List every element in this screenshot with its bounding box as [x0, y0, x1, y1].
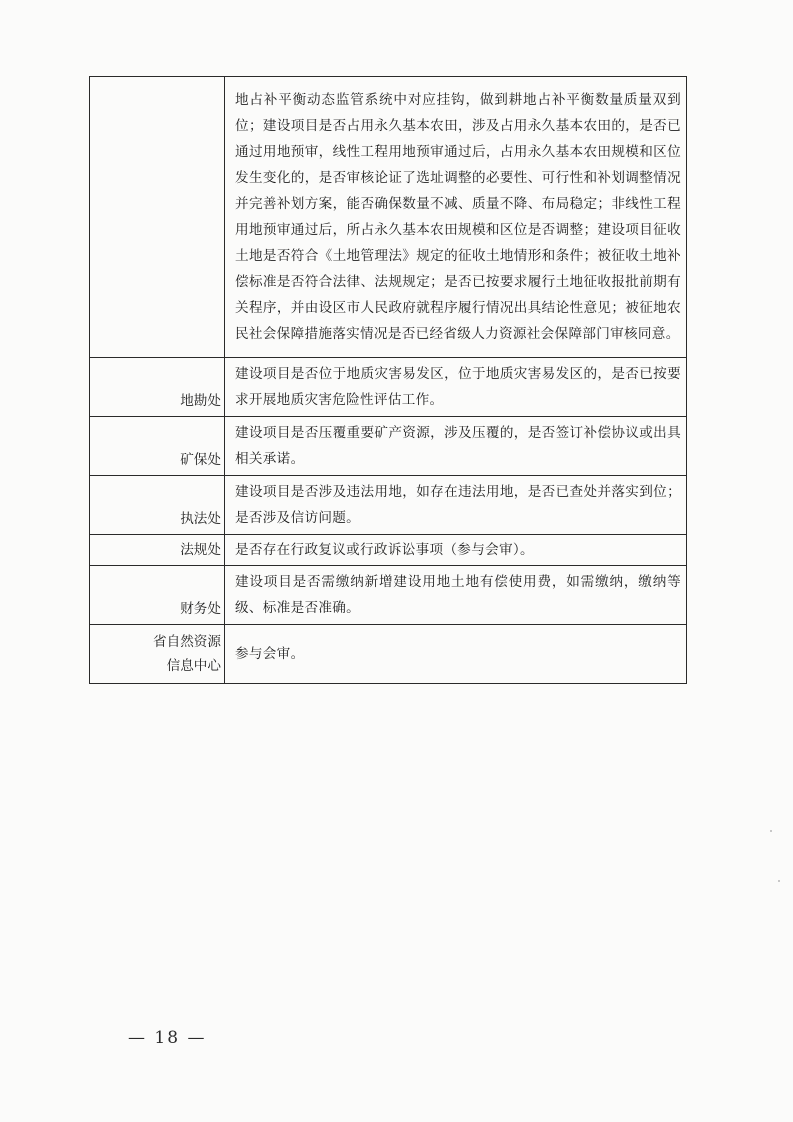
department-cell: 法规处	[90, 535, 225, 566]
table-row	[90, 417, 687, 476]
review-responsibility-table	[89, 76, 687, 684]
department-cell: 执法处	[90, 476, 225, 535]
department-cell: 地勘处	[90, 358, 225, 417]
review-content-cell: 参与会审。	[225, 625, 687, 684]
table-row	[90, 77, 687, 358]
department-cell: 财务处	[90, 566, 225, 625]
review-content-cell: 建设项目是否涉及违法用地，如存在违法用地，是否已查处并落实到位；是否涉及信访问题。	[225, 476, 687, 535]
review-content-cell: 地占补平衡动态监管系统中对应挂钩，做到耕地占补平衡数量质量双到位；建设项目是否占用永久基本农田，涉及占用永久基本农田的，是否已通过用地预审，线性工程用地预审通过后，占用永久基本农田规模和区位发生变化的，是否审核论证了选址调整的必要性、可行性和补划调整情况并完善补划方案，能否确保数量不减、质量不降、布局稳定；非线性工程用地预审通过后，所占永久基本农田规模和区位是否调整；建设项目征收土地是否符合《土地管理法》规定的征收土地情形和条件；被征收土地补偿标准是否符合法律、法规规定；是否已按要求履行土地征收报批前期有关程序，并由设区市人民政府就程序履行情况出具结论性意见；被征地农民社会保障措施落实情况是否已经省级人力资源社会保障部门审核同意。	[225, 77, 687, 358]
review-content-cell: 是否存在行政复议或行政诉讼事项（参与会审）。	[225, 535, 687, 566]
review-content-cell: 建设项目是否位于地质灾害易发区，位于地质灾害易发区的，是否已按要求开展地质灾害危险性评估工作。	[225, 358, 687, 417]
table-row	[90, 535, 687, 566]
table-row	[90, 625, 687, 684]
page-number: — 18 —	[128, 1028, 207, 1048]
review-content-cell: 建设项目是否需缴纳新增建设用地土地有偿使用费，如需缴纳，缴纳等级、标准是否准确。	[225, 566, 687, 625]
scan-speck	[778, 880, 780, 882]
scan-speck	[770, 830, 772, 832]
table-row	[90, 476, 687, 535]
table-row	[90, 566, 687, 625]
review-content-cell: 建设项目是否压覆重要矿产资源，涉及压覆的，是否签订补偿协议或出具相关承诺。	[225, 417, 687, 476]
department-cell	[90, 77, 225, 358]
department-cell	[90, 625, 225, 684]
department-name-line-2: 信息中心	[166, 658, 221, 674]
table-row	[90, 358, 687, 417]
department-cell: 矿保处	[90, 417, 225, 476]
department-name-line-1: 省自然资源	[153, 634, 221, 650]
